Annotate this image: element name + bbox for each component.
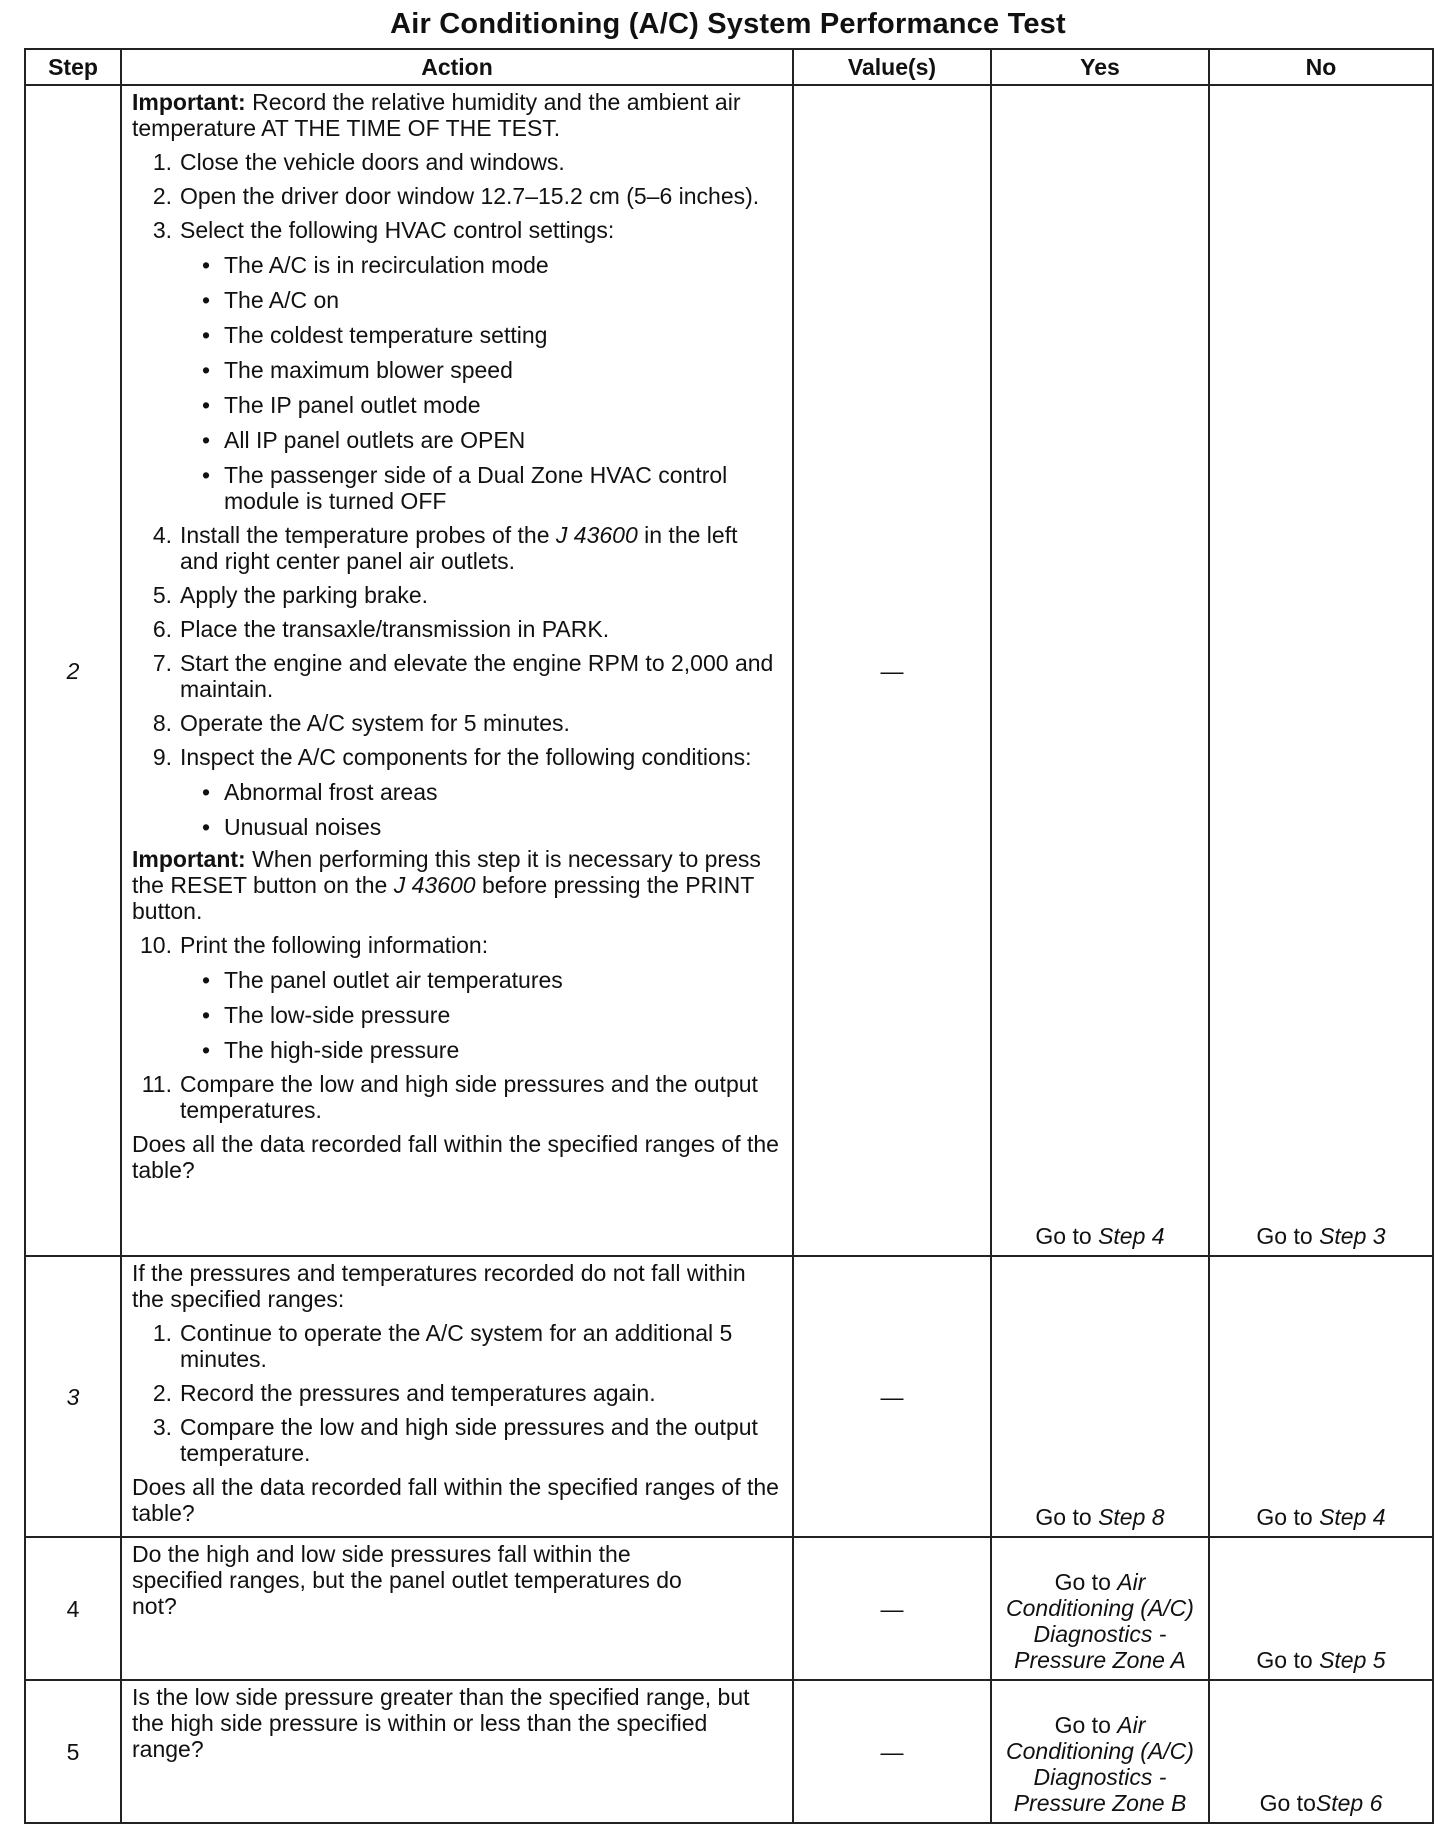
action-cell xyxy=(121,1680,793,1823)
bullet-icon: • xyxy=(202,357,211,383)
important-note: Important: When performing this step it is necessary to press the RESET button on the J 43600 before pressing the PRINT button. xyxy=(132,846,761,924)
no-step-link[interactable]: Step 5 xyxy=(1319,1647,1386,1673)
bullet-icon: • xyxy=(202,1037,211,1063)
bullet-item: • All IP panel outlets are OPEN xyxy=(202,427,526,453)
action-cell xyxy=(121,1256,793,1537)
table-row-step-5 xyxy=(25,1680,1433,1823)
bullet-item: • Unusual noises xyxy=(202,814,382,840)
list-item: 3. Compare the low and high side pressures and the output temperature. xyxy=(152,1414,758,1466)
page-title: Air Conditioning (A/C) System Performance Test xyxy=(390,8,1066,40)
step-number: 3 xyxy=(25,1256,121,1537)
step-question: Is the low side pressure greater than the specified range, but the high side pressure is within or less than the specified range? xyxy=(132,1684,750,1762)
list-item: 11. Compare the low and high side pressures and the output temperatures. xyxy=(141,1071,758,1123)
value-cell: — xyxy=(793,1537,991,1680)
yes-cell: Go to Air Conditioning (A/C) Diagnostics - Pressure Zone A xyxy=(991,1537,1209,1680)
list-item: 1. Close the vehicle doors and windows. xyxy=(152,149,565,175)
no-step-link[interactable]: Step 3 xyxy=(1319,1223,1386,1249)
value-cell: — xyxy=(793,1256,991,1537)
table-row-step-2 xyxy=(25,85,1433,1256)
yes-step-link[interactable]: Step 8 xyxy=(1098,1504,1165,1530)
list-item: 5. Apply the parking brake. xyxy=(152,582,429,608)
list-item: 1. Continue to operate the A/C system for an additional 5 minutes. xyxy=(152,1320,733,1372)
bullet-icon: • xyxy=(202,814,211,840)
header-row xyxy=(25,49,1433,85)
list-item: 9. Inspect the A/C components for the following conditions: xyxy=(152,744,752,770)
bullet-item: • The high-side pressure xyxy=(202,1037,460,1063)
list-item: 2. Open the driver door window 12.7–15.2 cm (5–6 inches). xyxy=(152,183,760,209)
bullet-icon: • xyxy=(202,427,211,453)
important-note: Important: Record the relative humidity and the ambient air temperature AT THE TIME OF THE TEST. xyxy=(132,89,741,141)
bullet-icon: • xyxy=(202,252,211,278)
list-item: 7. Start the engine and elevate the engine RPM to 2,000 and maintain. xyxy=(152,650,774,702)
yes-pressure-zone-link[interactable]: Air Conditioning (A/C) Diagnostics - Pressure Zone B xyxy=(1006,1712,1194,1816)
value-cell: — xyxy=(793,1680,991,1823)
table-row-step-4 xyxy=(25,1537,1433,1680)
header-yes: Yes xyxy=(991,49,1209,85)
yes-cell: Go to Step 4 xyxy=(991,85,1209,1256)
step-number: 4 xyxy=(25,1537,121,1680)
bullet-icon: • xyxy=(202,967,211,993)
bullet-icon: • xyxy=(202,779,211,805)
step-question: Do the high and low side pressures fall within the specified ranges, but the panel outlet temperatures do not? xyxy=(132,1541,682,1619)
header-values: Value(s) xyxy=(793,49,991,85)
list-item: 8. Operate the A/C system for 5 minutes. xyxy=(152,710,570,736)
no-step-link[interactable]: Step 4 xyxy=(1319,1504,1386,1530)
header-step: Step xyxy=(25,49,121,85)
step-question: Does all the data recorded fall within the specified ranges of the table? xyxy=(132,1131,779,1183)
bullet-item: • The low-side pressure xyxy=(202,1002,451,1028)
bullet-icon: • xyxy=(202,462,211,488)
yes-step-link[interactable]: Step 4 xyxy=(1098,1223,1165,1249)
bullet-item: • The A/C is in recirculation mode xyxy=(202,252,549,278)
no-step-link[interactable]: Step 6 xyxy=(1315,1790,1383,1816)
list-item: 3. Select the following HVAC control settings: xyxy=(152,217,615,243)
bullet-icon: • xyxy=(202,392,211,418)
bullet-item: • The coldest temperature setting xyxy=(202,322,548,348)
action-cell xyxy=(121,1537,793,1680)
table-row-step-3 xyxy=(25,1256,1433,1537)
bullet-icon: • xyxy=(202,1002,211,1028)
header-action: Action xyxy=(121,49,793,85)
no-cell: Go toStep 6 xyxy=(1209,1680,1433,1823)
value-cell: — xyxy=(793,85,991,1256)
bullet-icon: • xyxy=(202,287,211,313)
no-cell: Go to Step 3 xyxy=(1209,85,1433,1256)
bullet-item: • Abnormal frost areas xyxy=(202,779,438,805)
yes-cell: Go to Step 8 xyxy=(991,1256,1209,1537)
list-item: 6. Place the transaxle/transmission in PARK. xyxy=(152,616,610,642)
list-item: 4. Install the temperature probes of the J 43600 in the left and right center panel air outlets. xyxy=(152,522,738,574)
tool-reference: J 43600 xyxy=(393,872,476,898)
bullet-item: • The IP panel outlet mode xyxy=(202,392,481,418)
action-cell xyxy=(121,85,793,1256)
yes-pressure-zone-link[interactable]: Air Conditioning (A/C) Diagnostics - Pressure Zone A xyxy=(1006,1569,1194,1673)
bullet-item: • The maximum blower speed xyxy=(202,357,513,383)
step-question: Does all the data recorded fall within the specified ranges of the table? xyxy=(132,1474,779,1526)
bullet-item: • The passenger side of a Dual Zone HVAC control module is turned OFF xyxy=(202,462,728,514)
no-cell: Go to Step 4 xyxy=(1209,1256,1433,1537)
bullet-icon: • xyxy=(202,322,211,348)
yes-cell: Go to Air Conditioning (A/C) Diagnostics - Pressure Zone B xyxy=(991,1680,1209,1823)
bullet-item: • The A/C on xyxy=(202,287,340,313)
list-item: 10. Print the following information: xyxy=(140,932,489,958)
tool-reference: J 43600 xyxy=(555,522,638,548)
bullet-item: • The panel outlet air temperatures xyxy=(202,967,563,993)
header-no: No xyxy=(1209,49,1433,85)
list-item: 2. Record the pressures and temperatures again. xyxy=(152,1380,656,1406)
performance-test-table xyxy=(24,48,1434,1824)
no-cell: Go to Step 5 xyxy=(1209,1537,1433,1680)
step-number: 2 xyxy=(25,85,121,1256)
step-number: 5 xyxy=(25,1680,121,1823)
step-intro: If the pressures and temperatures recorded do not fall within the specified ranges: xyxy=(132,1260,746,1312)
